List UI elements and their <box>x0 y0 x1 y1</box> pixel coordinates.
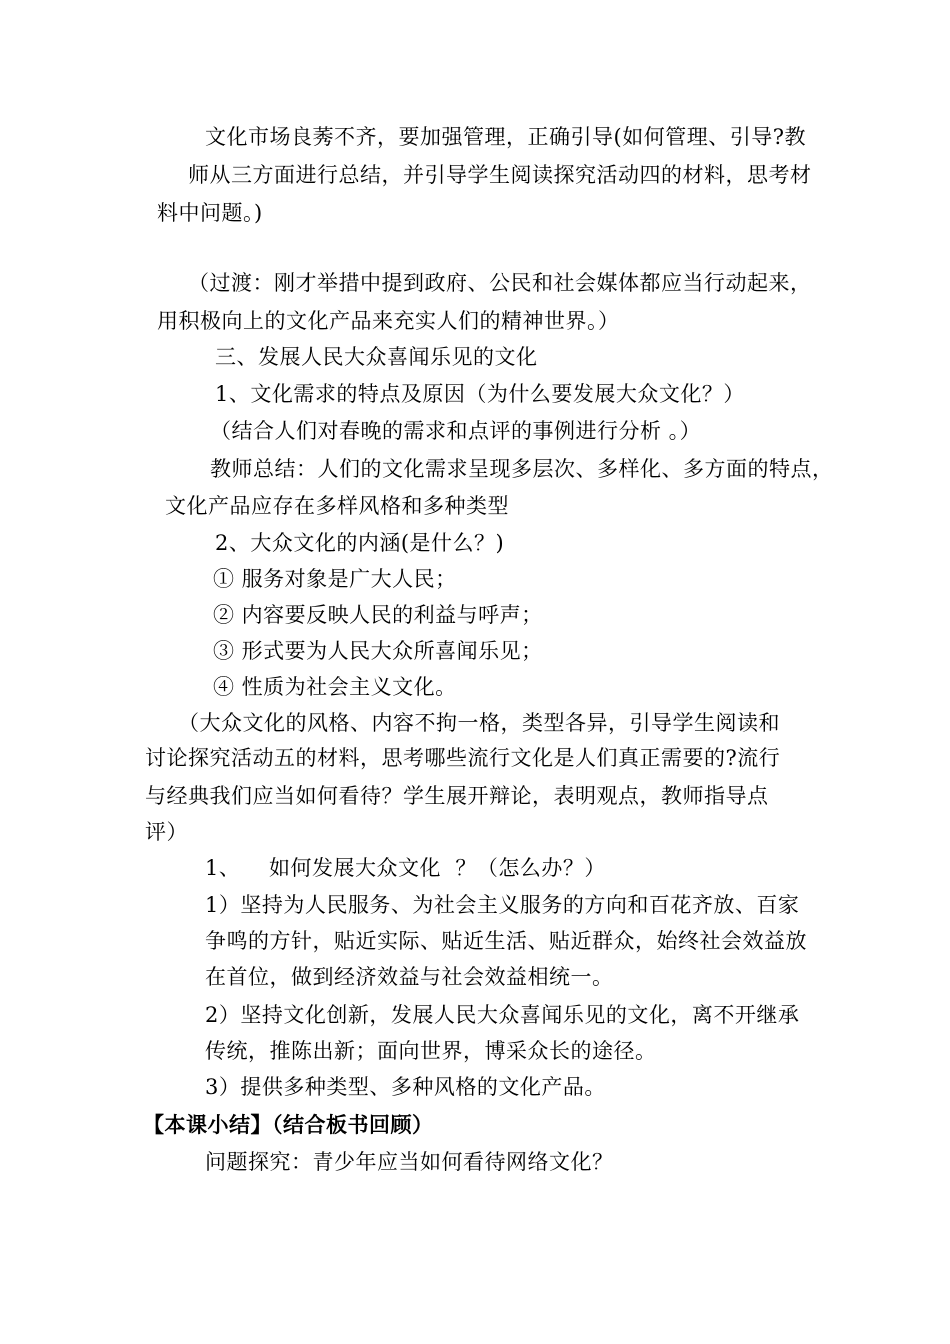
how-heading: 1、 如何发展大众文化 ？（怎么办？） <box>205 856 606 880</box>
how-item-line: 在首位，做到经济效益与社会效益相统一。 <box>205 965 614 989</box>
inquiry-question: 问题探究：青少年应当如何看待网络文化？ <box>205 1150 614 1174</box>
how-item-line: 传统，推陈出新；面向世界，博采众长的途径。 <box>205 1039 657 1063</box>
discussion-line: （大众文化的风格、内容不拘一格，类型各异，引导学生阅读和 <box>178 711 780 735</box>
list-item: ③ 形式要为人民大众所喜闻乐见； <box>213 639 543 663</box>
list-item: ④ 性质为社会主义文化。 <box>213 675 457 699</box>
lesson-summary-heading: 【本课小结】（结合板书回顾） <box>143 1112 434 1137</box>
subsection-note: （结合人们对春晚的需求和点评的事例进行分析 。） <box>210 419 702 443</box>
discussion-line: 讨论探究活动五的材料，思考哪些流行文化是人们真正需要的?流行 <box>145 746 781 770</box>
list-item: ② 内容要反映人民的利益与呼声； <box>213 603 543 627</box>
how-item-line: 争鸣的方针，贴近实际、贴近生活、贴近群众，始终社会效益放 <box>205 929 807 953</box>
subsection-heading: 1、文化需求的特点及原因（为什么要发展大众文化？） <box>215 382 745 406</box>
teacher-summary-line: 文化产品应存在多样风格和多种类型 <box>165 494 509 518</box>
how-item-line: 1）坚持为人民服务、为社会主义服务的方向和百花齐放、百家 <box>205 893 800 917</box>
discussion-line: 评） <box>145 820 188 844</box>
teacher-summary-line: 教师总结：人们的文化需求呈现多层次、多样化、多方面的特点， <box>210 457 834 481</box>
subsection-heading: 2、大众文化的内涵(是什么？) <box>215 531 505 555</box>
paragraph-line: 文化市场良莠不齐，要加强管理，正确引导(如何管理、引导?教 <box>205 125 806 149</box>
how-item-line: 3）提供多种类型、多种风格的文化产品。 <box>205 1075 606 1099</box>
discussion-line: 与经典我们应当如何看待？学生展开辩论，表明观点，教师指导点 <box>145 784 769 808</box>
transition-line: （过渡：刚才举措中提到政府、公民和社会媒体都应当行动起来， <box>188 271 812 295</box>
list-item: ① 服务对象是广大人民； <box>213 567 457 591</box>
paragraph-line: 师从三方面进行总结，并引导学生阅读探究活动四的材料，思考材 <box>188 163 812 187</box>
transition-line: 用积极向上的文化产品来充实人们的精神世界。） <box>157 309 620 333</box>
section-heading: 三、发展人民大众喜闻乐见的文化 <box>215 345 538 369</box>
how-item-line: 2）坚持文化创新，发展人民大众喜闻乐见的文化，离不开继承 <box>205 1003 800 1027</box>
paragraph-line: 料中问题。) <box>157 201 263 225</box>
